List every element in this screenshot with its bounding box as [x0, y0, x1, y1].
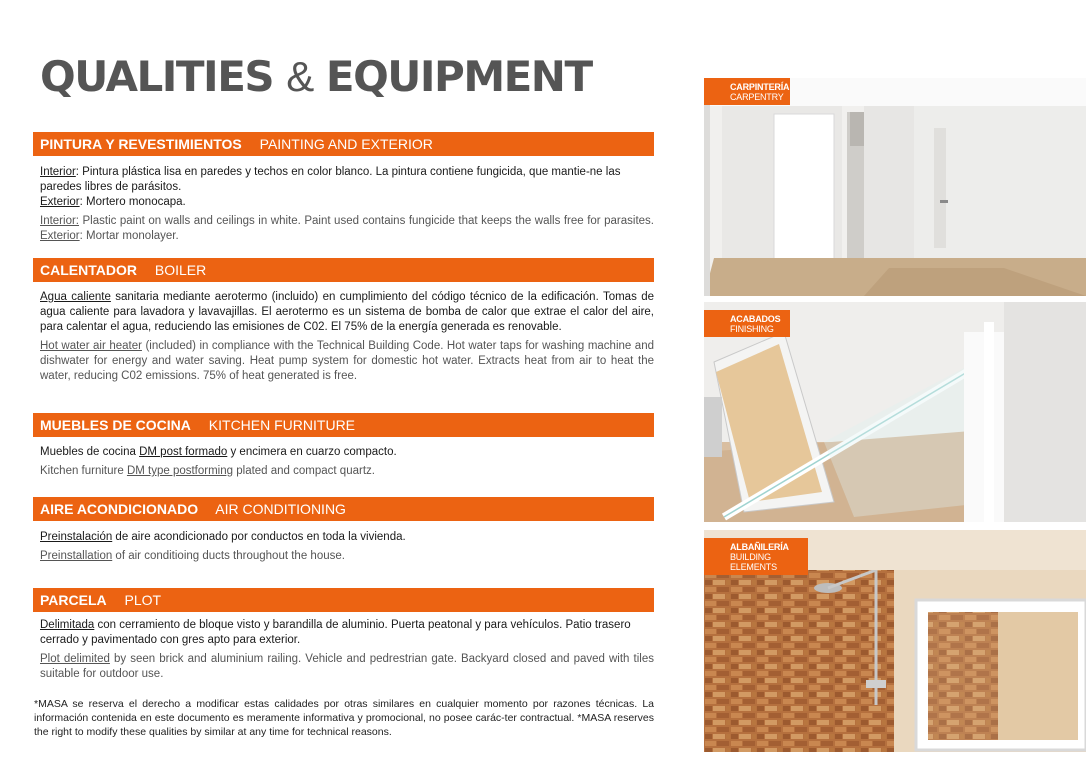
body-en: [40, 214, 654, 244]
underlined-term: Plot delimited: [40, 653, 110, 665]
body-text: (included) in compliance with the Technical Building Code. Hot water taps for washing machine and dishwater for energy and water saving. Heat pump system for domestic hot water. Extracts heat from air to heat the water, reducing C02 emissions. 75% of heat generated is free.: [40, 340, 654, 382]
photo-tag-en: BUILDING ELEMENTS: [730, 552, 777, 572]
title-second: EQUIPMENT: [325, 52, 592, 101]
body-es: [40, 530, 654, 545]
section-title-en: PAINTING AND EXTERIOR: [259, 136, 433, 152]
body-es: [40, 290, 654, 335]
body-es: [40, 165, 654, 210]
section-body-painting: [40, 165, 654, 244]
body-text: Muebles de cocina: [40, 446, 140, 458]
body-en: [40, 464, 654, 479]
body-text: : Mortero monocapa.: [79, 196, 186, 208]
section-body-air-conditioning: [40, 530, 654, 564]
title-amp: &: [286, 53, 313, 100]
underlined-term: Exterior: [40, 196, 80, 208]
body-text: by seen brick and aluminium railing. Vehicle and pedrestrian gate. Backyard closed and paved with tiles suitable for outdoor use.: [40, 653, 654, 680]
photo-tag-en: CARPENTRY: [730, 92, 784, 102]
underlined-term: Hot water air heater: [40, 340, 142, 352]
page-title: [40, 52, 592, 101]
body-text: de aire acondicionado por conductos en toda la vivienda.: [112, 531, 406, 543]
photo-tag-en: FINISHING: [730, 324, 774, 334]
photo-tag-es: CARPINTERÍA: [730, 82, 790, 92]
underlined-term: Preinstallation: [40, 550, 113, 562]
body-text: con cerramiento de bloque visto y barandilla de aluminio. Puerta peatonal y para vehículos. Patio trasero cerrado y pavimentado con gres apto para exterior.: [40, 619, 631, 646]
section-body-plot: [40, 618, 654, 682]
section-header-plot: [33, 588, 654, 612]
section-body-boiler: [40, 290, 654, 384]
section-body-kitchen: [40, 445, 654, 479]
section-title-en: BOILER: [154, 262, 207, 278]
underlined-term: Interior: [40, 166, 76, 178]
section-header-painting: [33, 132, 654, 156]
body-text: sanitaria mediante aerotermo (incluido) en cumplimiento del código técnico de la edificación. Tomas de agua caliente para lavadora y lavavajillas. El aerotermo es un sistema de bomba de calor que extrae el calor del aire, para calentar el agua, reduciendo las emisiones de C02. El 75% de la energía generada es renovable.: [40, 291, 654, 333]
section-title-en: AIR CONDITIONING: [215, 501, 346, 517]
photo-tag-carpentry: [704, 78, 790, 105]
body-text: Kitchen furniture: [40, 465, 127, 477]
section-header-kitchen: [33, 413, 654, 437]
carpentry-photo: [704, 78, 1086, 296]
underlined-term: Agua caliente: [40, 291, 111, 303]
section-title-es: PINTURA Y REVESTIMIENTOS: [40, 136, 242, 152]
body-es: [40, 618, 654, 648]
body-en: [40, 339, 654, 384]
body-text: of air conditioing ducts throughout the house.: [112, 550, 345, 562]
body-en: [40, 652, 654, 682]
underlined-term: Delimitada: [40, 619, 95, 631]
section-header-boiler: [33, 258, 654, 282]
photo-tag-building-elements: [704, 538, 808, 575]
photo-tag-es: ALBAÑILERÍA: [730, 542, 789, 552]
section-title-es: CALENTADOR: [40, 262, 137, 278]
underlined-term: DM post formado: [139, 446, 228, 458]
section-title-en: PLOT: [124, 592, 162, 608]
body-text: plated and compact quartz.: [233, 465, 375, 477]
section-title-es: PARCELA: [40, 592, 107, 608]
body-text: : Pintura plástica lisa en paredes y techos en color blanco. La pintura contiene fungicida, que mantie-ne las paredes libres de parásitos.: [40, 166, 621, 193]
underlined-term: DM type postforming: [126, 465, 234, 477]
body-es: [40, 445, 654, 460]
body-text: Plastic paint on walls and ceilings in white. Paint used contains fungicide that keeps the walls free for parasites.: [79, 215, 654, 227]
photo-tag-finishing: [704, 310, 790, 337]
underlined-term: Exterior: [40, 230, 80, 242]
section-header-air-conditioning: [33, 497, 654, 521]
section-title-es: AIRE ACONDICIONADO: [40, 501, 199, 517]
underlined-term: Interior:: [40, 215, 79, 227]
body-en: [40, 549, 654, 564]
photo-tag-es: ACABADOS: [730, 314, 781, 324]
body-text: y encimera en cuarzo compacto.: [227, 446, 397, 458]
body-text: : Mortar monolayer.: [79, 230, 179, 242]
footnote: *MASA se reserva el derecho a modificar estas calidades por otras similares en cualquier momento por razones técnicas. La información contenida en este documento es meramente informativa y promocional, no posee carác-ter contractual. *MASA reserves the right to modify these qualities by similar at any time for technical reasons.: [34, 698, 654, 738]
section-title-en: KITCHEN FURNITURE: [208, 417, 356, 433]
underlined-term: Preinstalación: [40, 531, 113, 543]
title-main: QUALITIES: [40, 52, 274, 101]
section-title-es: MUEBLES DE COCINA: [40, 417, 191, 433]
